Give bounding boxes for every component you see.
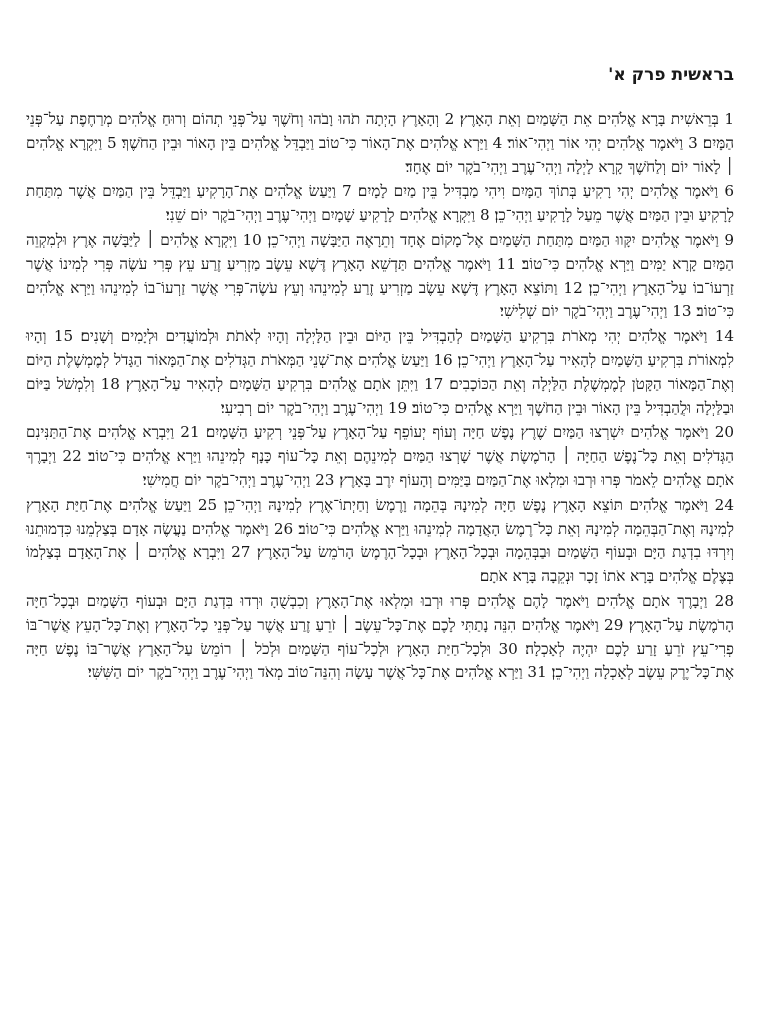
- paragraph-verses-20-23: 20 וַיֹּאמֶר אֱלֹהִים יִשְׁרְצוּ הַמַּיִם שֶׁרֶץ נֶפֶשׁ חַיָּה וְעוֹף יְעוֹפֵף עַל־הָאָרֶץ עַל־פְּנֵי רְקִיעַ הַשָּׁמָיִם׃ 21 וַיִּבְרָא אֱלֹהִים אֶת־הַתַּנִּינִם הַגְּדֹלִים וְאֵת כָּל־נֶפֶשׁ הַחַיָּה ׀ הָרֹמֶשֶׂת אֲשֶׁר שָׁרְצוּ הַמַּיִם לְמִינֵהֶם וְאֵת כָּל־עוֹף כָּנָף לְמִינֵהוּ וַיַּרְא אֱלֹהִים כִּי־טוֹב׃ 22 וַיְבָרֶךְ אֹתָם אֱלֹהִים לֵאמֹר פְּרוּ וּרְבוּ וּמִלְאוּ אֶת־הַמַּיִם בַּיַּמִּים וְהָעוֹף יִרֶב בָּאָרֶץ׃ 23 וַיְהִי־עֶרֶב וַיְהִי־בֹקֶר יוֹם חֲמִישִׁי׃: [26, 423, 735, 489]
- paragraph-verses-6-8: 6 וַיֹּאמֶר אֱלֹהִים יְהִי רָקִיעַ בְּתוֹךְ הַמָּיִם וִיהִי מַבְדִּיל בֵּין מַיִם לָמָיִם׃ 7 וַיַּעַשׂ אֱלֹהִים אֶת־הָרָקִיעַ וַיַּבְדֵּל בֵּין הַמַּיִם אֲשֶׁר מִתַּחַת לָרָקִיעַ וּבֵין הַמַּיִם אֲשֶׁר מֵעַל לָרָקִיעַ וַיְהִי־כֵן׃ 8 וַיִּקְרָא אֱלֹהִים לָרָקִיעַ שָׁמָיִם וַיְהִי־עֶרֶב וַיְהִי־בֹקֶר יוֹם שֵׁנִי׃: [26, 182, 734, 225]
- chapter-title: בראשית פרק א': [608, 65, 734, 85]
- paragraph-verses-1-5: 1 בְּרֵאשִׁית בָּרָא אֱלֹהִים אֵת הַשָּׁמַיִם וְאֵת הָאָרֶץ׃ 2 וְהָאָרֶץ הָיְתָה תֹהוּ וָבֹהוּ וְחֹשֶׁךְ עַל־פְּנֵי תְהוֹם וְרוּחַ אֱלֹהִים מְרַחֶפֶת עַל־פְּנֵי הַמָּיִם׃ 3 וַיֹּאמֶר אֱלֹהִים יְהִי אוֹר וַיְהִי־אוֹר׃ 4 וַיַּרְא אֱלֹהִים אֶת־הָאוֹר כִּי־טוֹב וַיַּבְדֵּל אֱלֹהִים בֵּין הָאוֹר וּבֵין הַחֹשֶׁךְ׃ 5 וַיִּקְרָא אֱלֹהִים ׀ לָאוֹר יוֹם וְלַחֹשֶׁךְ קָרָא לָיְלָה וַיְהִי־עֶרֶב וַיְהִי־בֹקֶר יוֹם אֶחָד׃: [26, 110, 734, 176]
- paragraph-verses-28-31: 28 וַיְבָרֶךְ אֹתָם אֱלֹהִים וַיֹּאמֶר לָהֶם אֱלֹהִים פְּרוּ וּרְבוּ וּמִלְאוּ אֶת־הָאָרֶץ וְכִבְשֻׁהָ וּרְדוּ בִּדְגַת הַיָּם וּבְעוֹף הַשָּׁמַיִם וּבְכָל־חַיָּה הָרֹמֶשֶׂת עַל־הָאָרֶץ׃ 29 וַיֹּאמֶר אֱלֹהִים הִנֵּה נָתַתִּי לָכֶם אֶת־כָּל־עֵשֶׂב ׀ זֹרֵעַ זֶרַע אֲשֶׁר עַל־פְּנֵי כָל־הָאָרֶץ וְאֶת־כָּל־הָעֵץ אֲשֶׁר־בּוֹ פְרִי־עֵץ זֹרֵעַ זָרַע לָכֶם יִהְיֶה לְאָכְלָה׃ 30 וּלְכָל־חַיַּת הָאָרֶץ וּלְכָל־עוֹף הַשָּׁמַיִם וּלְכֹל ׀ רוֹמֵשׂ עַל־הָאָרֶץ אֲשֶׁר־בּוֹ נֶפֶשׁ חַיָּה אֶת־כָּל־יֶרֶק עֵשֶׂב לְאָכְלָה וַיְהִי־כֵן׃ 31 וַיַּרְא אֱלֹהִים אֶת־כָּל־אֲשֶׁר עָשָׂה וְהִנֵּה־טוֹב מְאֹד וַיְהִי־עֶרֶב וַיְהִי־בֹקֶר יוֹם הַשִּׁשִּׁי׃: [26, 591, 734, 682]
- paragraph-verses-9-13: 9 וַיֹּאמֶר אֱלֹהִים יִקָּווּ הַמַּיִם מִתַּחַת הַשָּׁמַיִם אֶל־מָקוֹם אֶחָד וְתֵרָאֶה הַיַּבָּשָׁה וַיְהִי־כֵן׃ 10 וַיִּקְרָא אֱלֹהִים ׀ לַיַּבָּשָׁה אֶרֶץ וּלְמִקְוֵה הַמַּיִם קָרָא יַמִּים וַיַּרְא אֱלֹהִים כִּי־טוֹב׃ 11 וַיֹּאמֶר אֱלֹהִים תַּדְשֵׁא הָאָרֶץ דֶּשֶׁא עֵשֶׂב מַזְרִיעַ זֶרַע עֵץ פְּרִי עֹשֶׂה פְּרִי לְמִינוֹ אֲשֶׁר זַרְעוֹ־בוֹ עַל־הָאָרֶץ וַיְהִי־כֵן׃ 12 וַתּוֹצֵא הָאָרֶץ דֶּשֶׁא עֵשֶׂב מַזְרִיעַ זֶרַע לְמִינֵהוּ וְעֵץ עֹשֶׂה־פְּרִי אֲשֶׁר זַרְעוֹ־בוֹ לְמִינֵהוּ וַיַּרְא אֱלֹהִים כִּי־טוֹב׃ 13 וַיְהִי־עֶרֶב וַיְהִי־בֹקֶר יוֹם שְׁלִישִׁי׃: [26, 230, 735, 321]
- paragraph-verses-24-27: 24 וַיֹּאמֶר אֱלֹהִים תּוֹצֵא הָאָרֶץ נֶפֶשׁ חַיָּה לְמִינָהּ בְּהֵמָה וָרֶמֶשׂ וְחַיְתוֹ־אֶרֶץ לְמִינָהּ וַיְהִי־כֵן׃ 25 וַיַּעַשׂ אֱלֹהִים אֶת־חַיַּת הָאָרֶץ לְמִינָהּ וְאֶת־הַבְּהֵמָה לְמִינָהּ וְאֵת כָּל־רֶמֶשׂ הָאֲדָמָה לְמִינֵהוּ וַיַּרְא אֱלֹהִים כִּי־טוֹב׃ 26 וַיֹּאמֶר אֱלֹהִים נַעֲשֶׂה אָדָם בְּצַלְמֵנוּ כִּדְמוּתֵנוּ וְיִרְדּוּ בִדְגַת הַיָּם וּבְעוֹף הַשָּׁמַיִם וּבַבְּהֵמָה וּבְכָל־הָאָרֶץ וּבְכָל־הָרֶמֶשׂ הָרֹמֵשׂ עַל־הָאָרֶץ׃ 27 וַיִּבְרָא אֱלֹהִים ׀ אֶת־הָאָדָם בְּצַלְמוֹ בְּצֶלֶם אֱלֹהִים בָּרָא אֹתוֹ זָכָר וּנְקֵבָה בָּרָא אֹתָם׃: [26, 495, 734, 586]
- paragraph-verses-14-19: 14 וַיֹּאמֶר אֱלֹהִים יְהִי מְאֹרֹת בִּרְקִיעַ הַשָּׁמַיִם לְהַבְדִּיל בֵּין הַיּוֹם וּבֵין הַלָּיְלָה וְהָיוּ לְאֹתֹת וּלְמוֹעֲדִים וּלְיָמִים וְשָׁנִים׃ 15 וְהָיוּ לִמְאוֹרֹת בִּרְקִיעַ הַשָּׁמַיִם לְהָאִיר עַל־הָאָרֶץ וַיְהִי־כֵן׃ 16 וַיַּעַשׂ אֱלֹהִים אֶת־שְׁנֵי הַמְּאֹרֹת הַגְּדֹלִים אֶת־הַמָּאוֹר הַגָּדֹל לְמֶמְשֶׁלֶת הַיּוֹם וְאֶת־הַמָּאוֹר הַקָּטֹן לְמֶמְשֶׁלֶת הַלַּיְלָה וְאֵת הַכּוֹכָבִים׃ 17 וַיִּתֵּן אֹתָם אֱלֹהִים בִּרְקִיעַ הַשָּׁמָיִם לְהָאִיר עַל־הָאָרֶץ׃ 18 וְלִמְשֹׁל בַּיּוֹם וּבַלַּיְלָה וּלֲהַבְדִּיל בֵּין הָאוֹר וּבֵין הַחֹשֶׁךְ וַיַּרְא אֱלֹהִים כִּי־טוֹב׃ 19 וַיְהִי־עֶרֶב וַיְהִי־בֹקֶר יוֹם רְבִיעִי׃: [26, 327, 735, 417]
